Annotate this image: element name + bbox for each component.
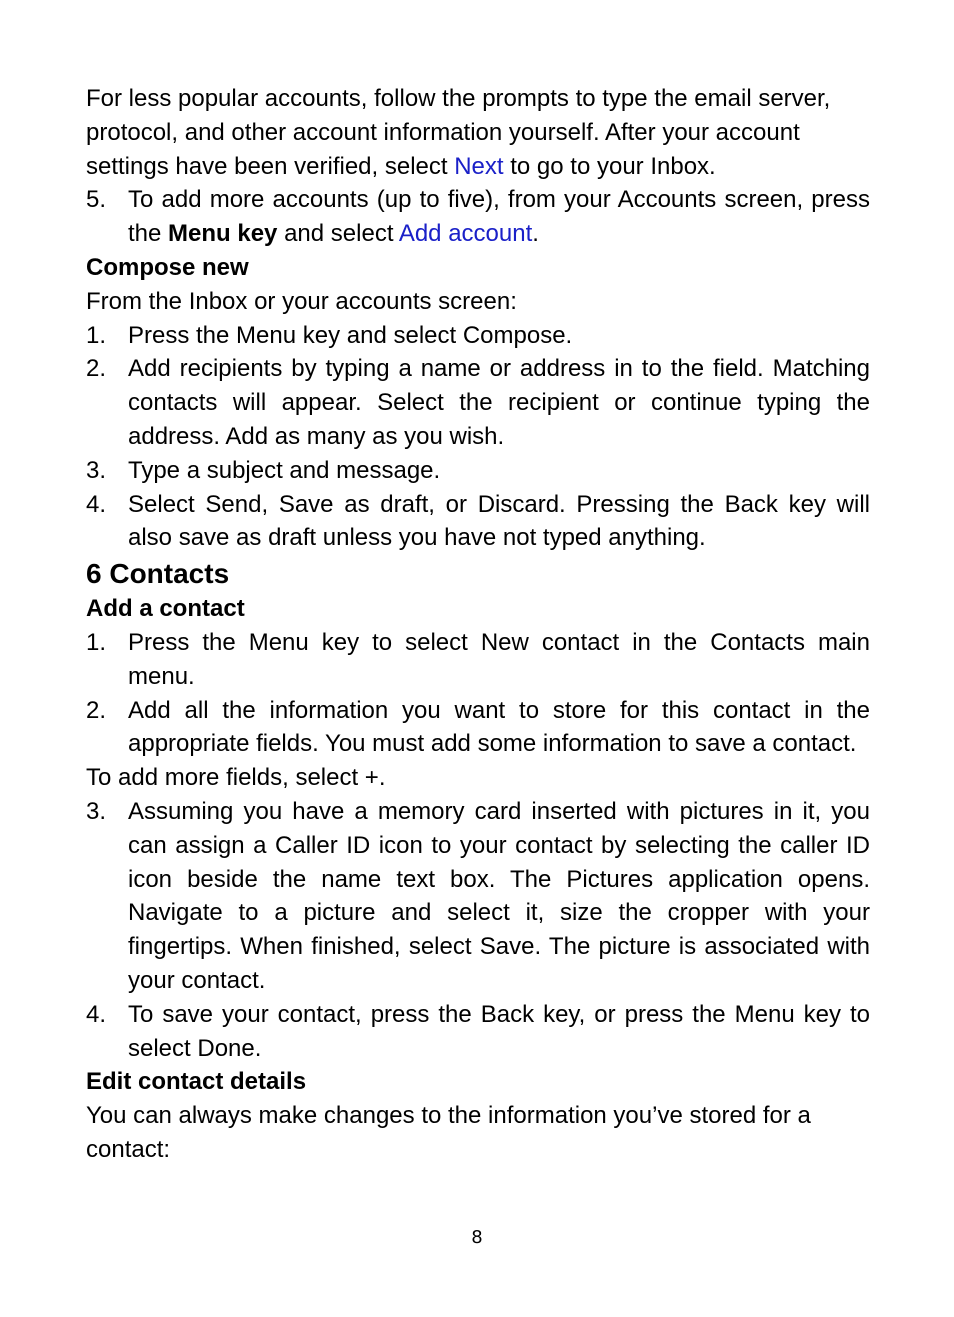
list-text: Type a subject and message. [128, 456, 441, 484]
list-item [86, 694, 870, 762]
list-number: 4. [86, 1000, 107, 1028]
list-number: 1. [86, 628, 107, 656]
list-text: Assuming you have a memory card inserted with pictures in it, you can assign a Caller ID icon to your contact by selecting the caller ID icon beside the name text box. The Pictures application opens. Navigate to a picture and select it, size the cropper with your fingertips. When finished, select Save. The picture is associated with your contact. [128, 797, 870, 994]
menu-key-bold: Menu key [168, 220, 278, 248]
intro-text: For less popular accounts, follow the prompts to type the email server, protocol, and other account information yourself. After your account settings have been verified, select [86, 85, 831, 180]
section-heading-edit-contact: Edit contact details [86, 1068, 307, 1096]
list-number: 5. [86, 186, 107, 214]
list-number: 1. [86, 321, 107, 349]
list-item [86, 626, 870, 694]
list-number: 2. [86, 355, 107, 383]
next-link[interactable]: Next [454, 152, 504, 180]
list-item [86, 319, 870, 353]
list-text: Press the Menu key and select Compose. [128, 321, 573, 349]
list-item [86, 795, 870, 998]
list-number: 3. [86, 797, 107, 825]
list-text: Select Send, Save as draft, or Discard. Pressing the Back key will also save as draft unless you have not typed anything. [128, 490, 870, 552]
list-text: To save your contact, press the Back key, or press the Menu key to select Done. [128, 1000, 870, 1062]
list-item [86, 998, 870, 1066]
document-page [86, 82, 870, 1167]
list-number: 2. [86, 696, 107, 724]
list-text: Add all the information you want to store for this contact in the appropriate fields. You must add some information to save a contact. [128, 696, 870, 758]
compose-lead: From the Inbox or your accounts screen: [86, 287, 517, 315]
section-heading-add-contact: Add a contact [86, 595, 245, 623]
page-number: 8 [471, 1227, 483, 1248]
list-item [86, 488, 870, 556]
list-item [86, 352, 870, 453]
list-text: To add more accounts (up to five), from your Accounts screen, press the Menu key and select Add account. [128, 186, 870, 248]
section-heading-compose: Compose new [86, 253, 249, 281]
add-account-link[interactable]: Add account [398, 220, 533, 248]
chapter-title: 6 Contacts [86, 558, 230, 590]
list-text: Add recipients by typing a name or address in to the field. Matching contacts will appear. Select the recipient or continue typing the address. Add as many as you wish. [128, 355, 870, 450]
list-number: 3. [86, 456, 107, 484]
intro-text-end: to go to your Inbox. [503, 152, 716, 180]
add-fields-note: To add more fields, select +. [86, 764, 386, 792]
edit-contact-lead: You can always make changes to the information you’ve stored for a contact: [86, 1102, 811, 1163]
list-number: 4. [86, 490, 107, 518]
list-text: Press the Menu key to select New contact in the Contacts main menu. [128, 628, 870, 690]
list-item [86, 183, 870, 251]
intro-paragraph [86, 82, 870, 183]
list-item [86, 454, 870, 488]
